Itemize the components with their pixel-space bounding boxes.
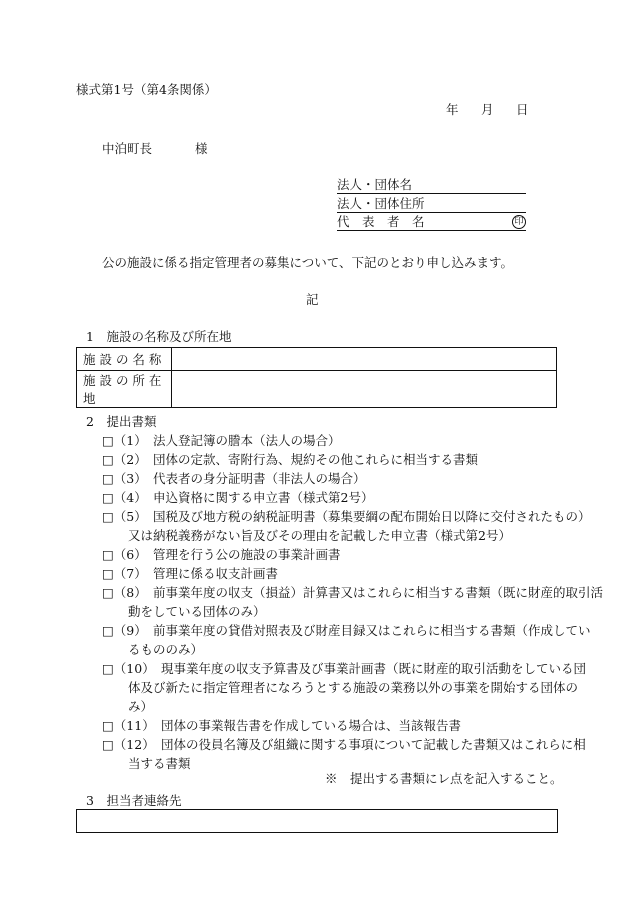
ki-heading: 記 [306, 292, 319, 307]
applicant-address-field[interactable] [337, 197, 526, 213]
checklist-item[interactable]: □（12） 団体の役員名簿及び組織に関する事項について記載した書類又はこれらに相 [102, 737, 586, 752]
representative-name-label: 代 表 者 名 [337, 213, 425, 229]
checklist-item[interactable]: □（5） 国税及び地方税の納税証明書（募集要綱の配布開始日以降に交付されたもの） [102, 509, 591, 524]
checkmark-note: ※ 提出する書類にレ点を記入すること。 [325, 771, 563, 786]
checklist-item[interactable]: □（10） 現事業年度の収支予算書及び事業計画書（既に財産的取引活動をしている団 [102, 661, 586, 676]
date-month-label: 月 [481, 102, 494, 117]
seal-mark: 印 [512, 215, 526, 229]
facility-location-input[interactable] [172, 371, 557, 408]
checklist-item[interactable]: □（11） 団体の事業報告書を作成している場合は、当該報告書 [102, 718, 461, 733]
checklist-item-continuation: るもののみ） [128, 642, 204, 657]
checklist-item[interactable]: □（4） 申込資格に関する申立書（様式第2号） [102, 490, 374, 505]
form-number: 様式第1号（第4条関係） [76, 82, 217, 97]
checklist-item[interactable]: □（2） 団体の定款、寄附行為、規約その他これらに相当する書類 [102, 452, 479, 467]
intro-text: 公の施設に係る指定管理者の募集について、下記のとおり申し込みます。 [102, 255, 514, 270]
applicant-address-label: 法人・団体住所 [337, 195, 425, 211]
checklist-item[interactable]: □（7） 管理に係る収支計画書 [102, 566, 279, 581]
facility-table [76, 347, 557, 408]
checklist-item-continuation: 体及び新たに指定管理者になろうとする施設の業務以外の事業を開始する団体の [128, 680, 579, 695]
facility-location-label: 施 設 の 所 在 地 [77, 371, 172, 408]
table-row [77, 371, 557, 408]
addressee-name: 中泊町長 [102, 141, 153, 156]
section1-title: 1 施設の名称及び所在地 [86, 329, 232, 344]
section3-title: 3 担当者連絡先 [86, 793, 182, 808]
document-list [102, 435, 603, 771]
checklist-item[interactable]: □（3） 代表者の身分証明書（非法人の場合） [102, 471, 366, 486]
section2-title: 2 提出書類 [86, 414, 157, 429]
applicant-name-field[interactable] [337, 178, 526, 194]
checklist-item-continuation: み） [128, 699, 154, 714]
facility-name-label: 施 設 の 名 称 [77, 348, 172, 371]
date-day-label: 日 [516, 102, 529, 117]
contact-input[interactable] [76, 809, 558, 833]
addressee-honorific: 様 [195, 141, 208, 156]
date-year-label: 年 [446, 102, 459, 117]
applicant-name-label: 法人・団体名 [337, 176, 413, 192]
checklist-item[interactable]: □（8） 前事業年度の収支（損益）計算書又はこれらに相当する書類（既に財産的取引活 [102, 585, 604, 600]
checklist-item-continuation: 当する書類 [128, 756, 191, 771]
checklist-item-continuation: 又は納税義務がない旨及びその理由を記載した申立書（様式第2号） [128, 528, 511, 543]
table-row [77, 348, 557, 371]
facility-name-input[interactable] [172, 348, 557, 371]
checklist-item[interactable]: □（1） 法人登記簿の謄本（法人の場合） [102, 433, 341, 448]
checklist-item[interactable]: □（9） 前事業年度の貸借対照表及び財産目録又はこれらに相当する書類（作成してい [102, 623, 591, 638]
checklist-item-continuation: 動をしている団体のみ） [128, 604, 266, 619]
representative-name-field[interactable] [337, 215, 526, 231]
checklist-item[interactable]: □（6） 管理を行う公の施設の事業計画書 [102, 547, 341, 562]
